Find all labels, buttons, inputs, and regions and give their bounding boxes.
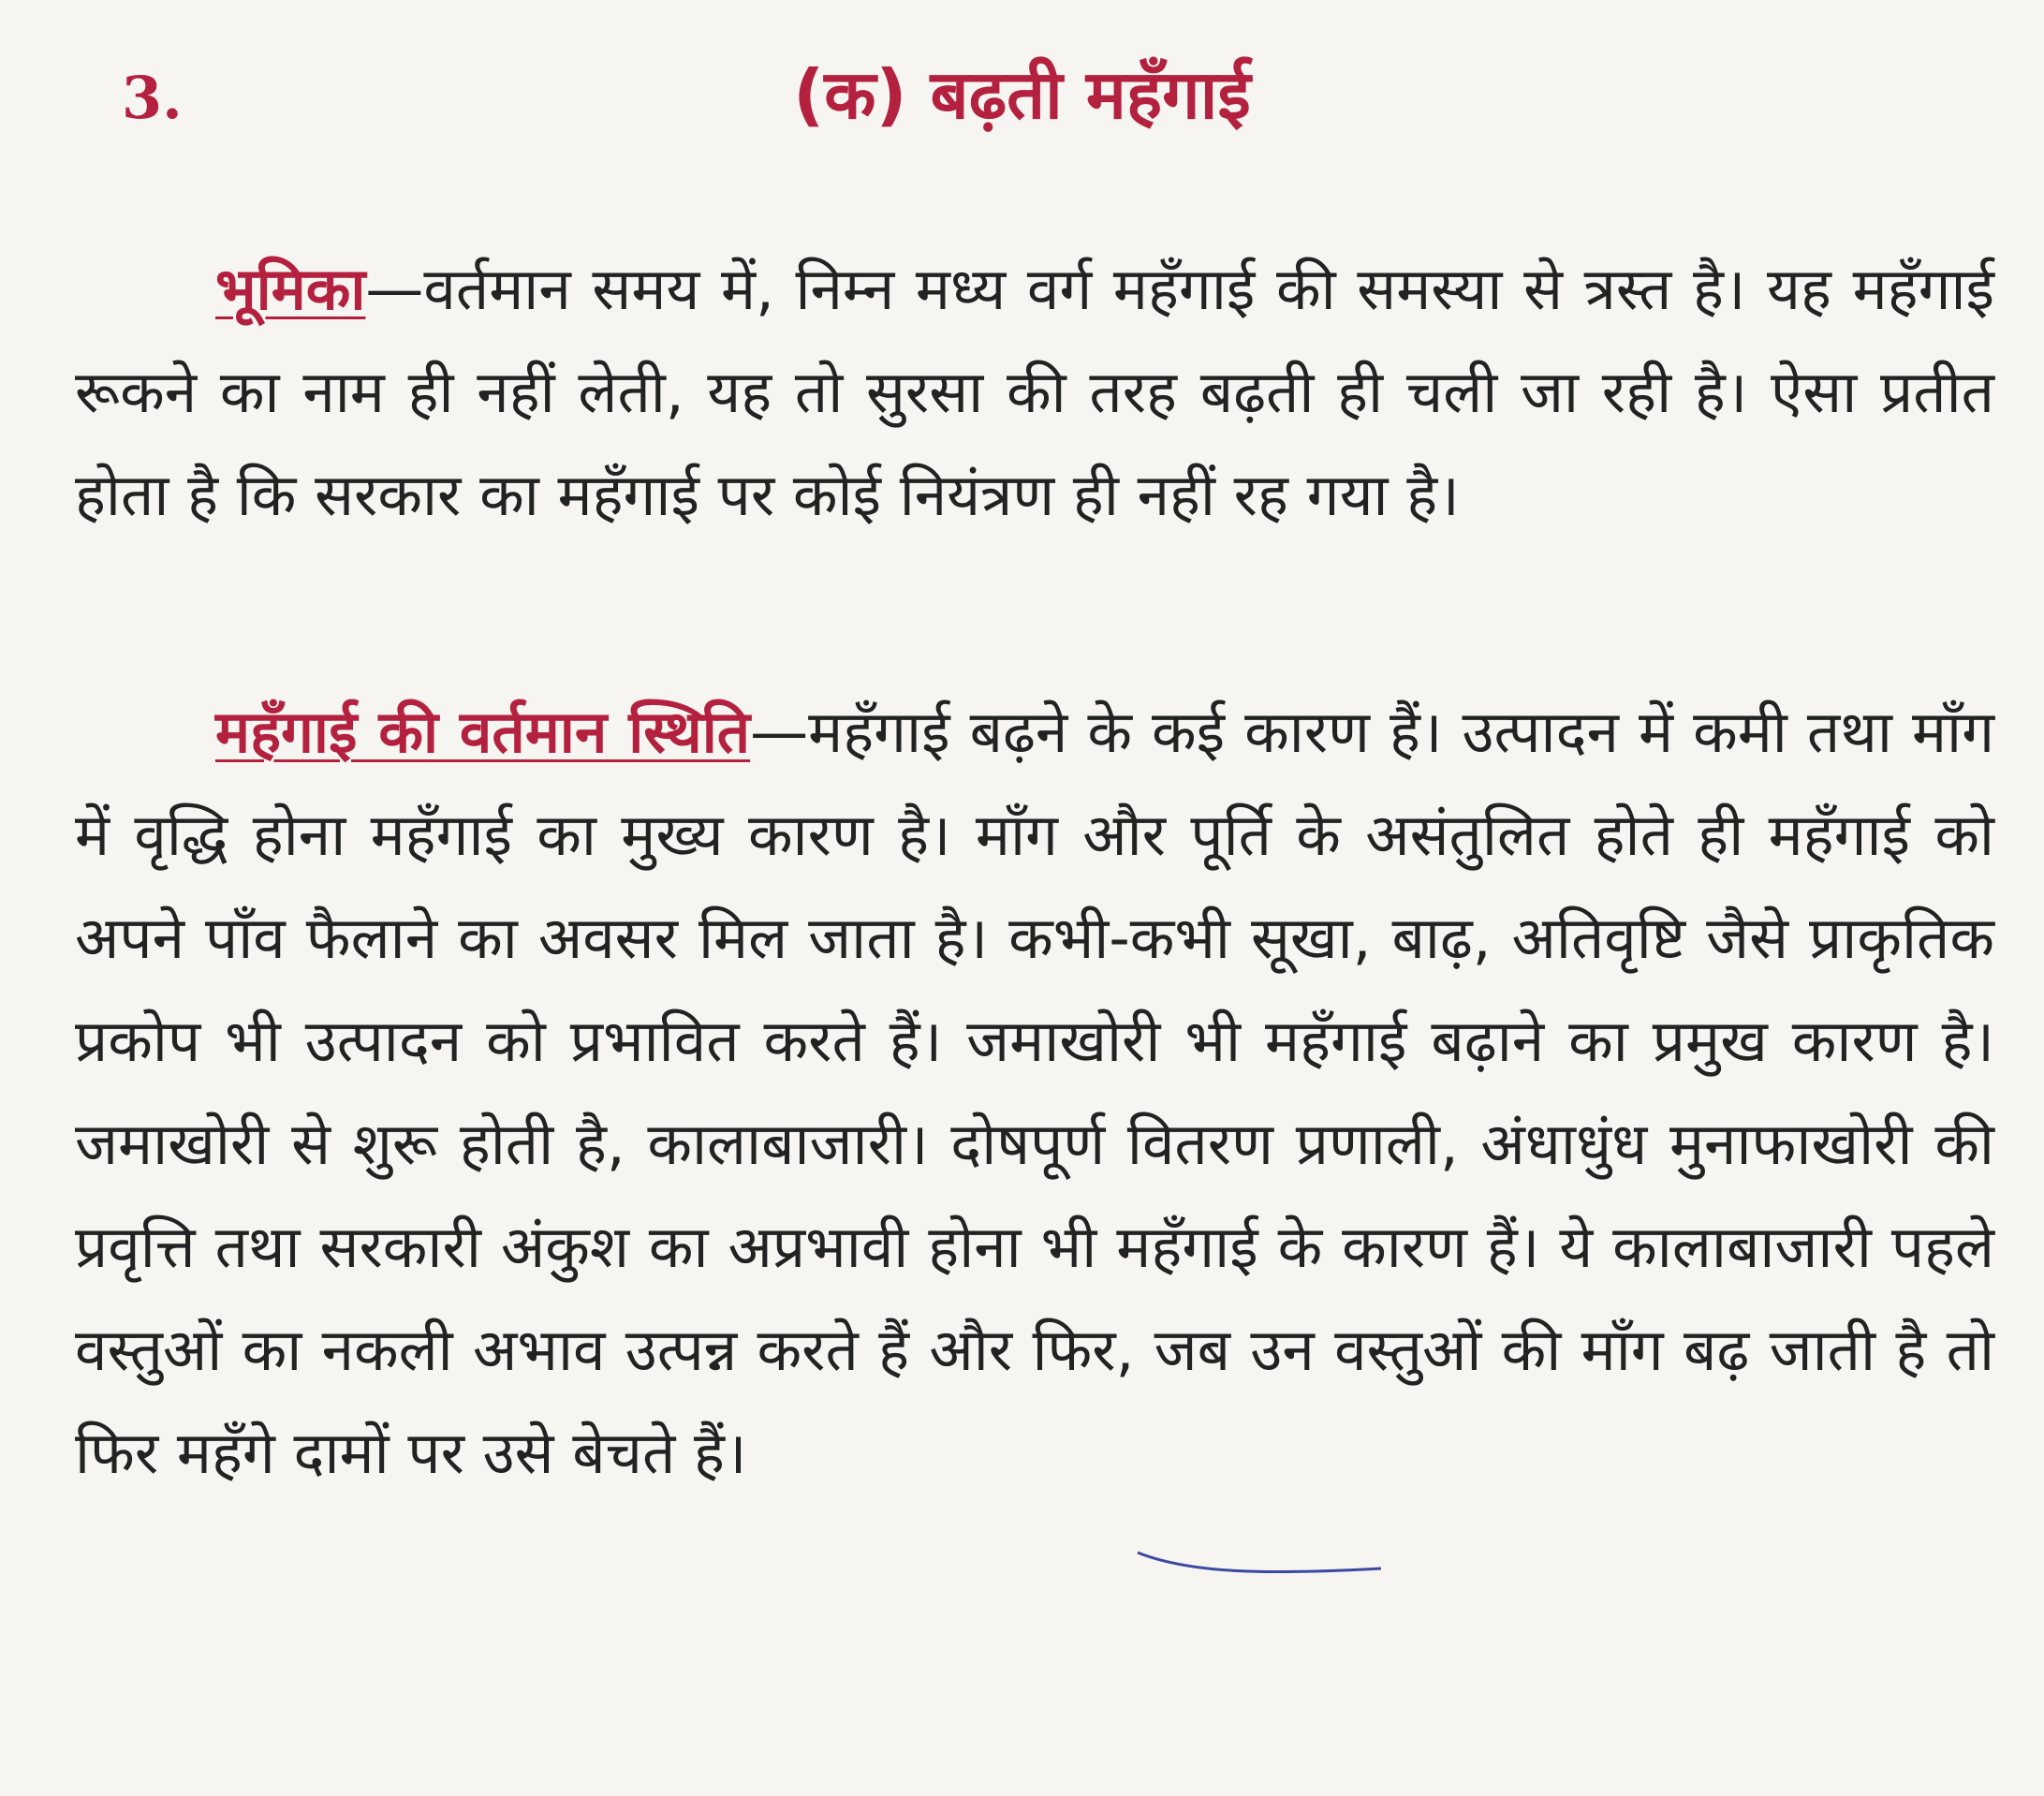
paragraph-text: महँगाई बढ़ने के कई कारण हैं। उत्पादन में कमी तथा माँग में वृद्धि होना महँगाई का मुख्य कारण है। माँग और पूर्ति के असंतुलित होते ही महँगाई को अपने पाँव फैलाने का अवसर मिल जाता है। कभी-कभी सूखा, बाढ़, अतिवृष्टि जैसे प्राकृतिक प्रकोप भी उत्पादन को प्रभावित करते हैं। जमाखोरी भी महँगाई बढ़ाने का प्रमुख कारण है। जमाखोरी से शुरू होती है, कालाबाजारी। दोषपूर्ण वितरण प्रणाली, अंधाधुंध मुनाफाखोरी की प्रवृत्ति तथा सरकारी अंकुश का अप्रभावी होना भी महँगाई के कारण हैं। ये कालाबाजारी पहले वस्तुओं का नकली अभाव उत्पन्न करते हैं और फिर, जब उन वस्तुओं की माँग बढ़ जाती है तो फिर महँगे दामों पर उसे बेचते हैं। xyxy=(75,698,1994,1487)
paragraph-introduction xyxy=(75,238,1994,547)
pen-underline-mark xyxy=(1133,1545,1386,1583)
paragraph-heading: भूमिका xyxy=(215,255,366,323)
paragraph-current-situation xyxy=(75,681,1994,1505)
paragraph-text: वर्तमान समय में, निम्न मध्य वर्ग महँगाई की समस्या से त्रस्त है। यह महँगाई रूकने का नाम ही नहीं लेती, यह तो सुरसा की तरह बढ़ती ही चली जा रही है। ऐसा प्रतीत होता है कि सरकार का महँगाई पर कोई नियंत्रण ही नहीं रह गया है। xyxy=(75,255,1994,529)
essay-title: (क) बढ़ती महँगाई xyxy=(793,55,1251,134)
section-number: 3. xyxy=(122,64,183,132)
paragraph-heading: महँगाई की वर्तमान स्थिति xyxy=(215,698,751,766)
heading-dash: — xyxy=(365,255,424,323)
heading-dash: — xyxy=(750,698,809,766)
